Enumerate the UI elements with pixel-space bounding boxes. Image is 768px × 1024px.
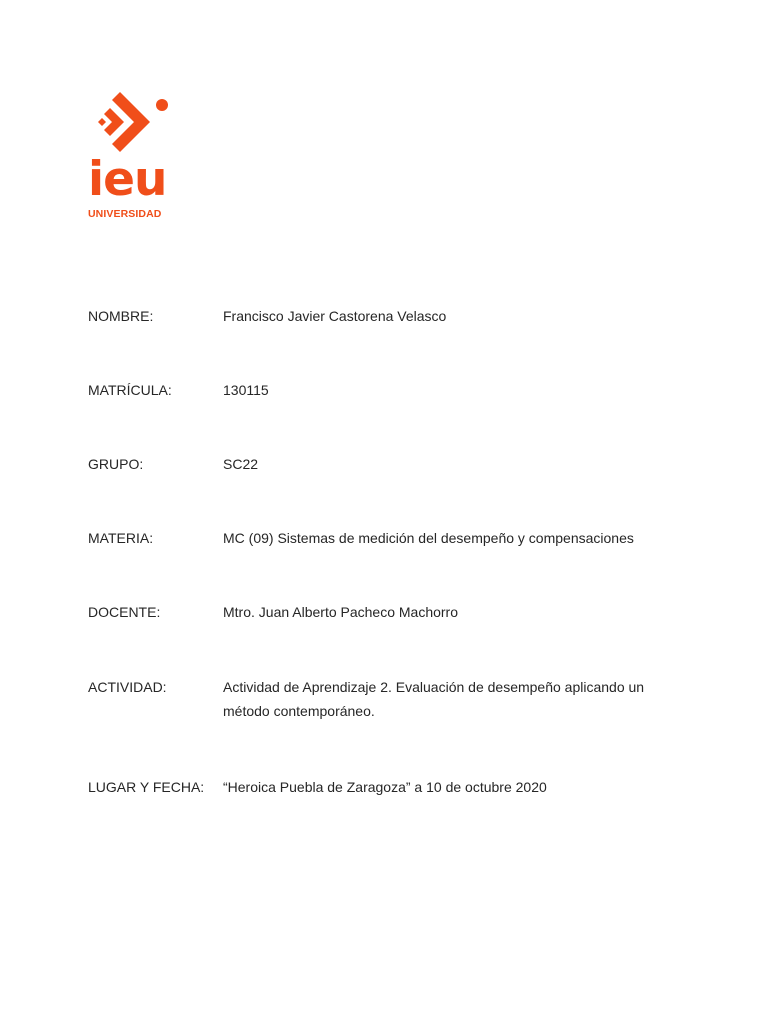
field-value: Actividad de Aprendizaje 2. Evaluación de desempeño aplicando un método contemporáneo.	[223, 679, 645, 719]
field-label: MATERIA:	[88, 530, 154, 546]
field-value: 130115	[223, 382, 269, 398]
logo-wordmark: ieu	[88, 152, 167, 207]
field-label: DOCENTE:	[88, 604, 161, 620]
field-label: GRUPO:	[88, 456, 144, 472]
field-value: SC22	[223, 456, 259, 472]
field-label: ACTIVIDAD:	[88, 679, 167, 695]
ieu-university-logo	[88, 90, 180, 225]
field-value: Francisco Javier Castorena Velasco	[223, 308, 447, 324]
field-value: Mtro. Juan Alberto Pacheco Machorro	[223, 604, 459, 620]
field-label: LUGAR Y FECHA:	[88, 779, 205, 795]
logo-subtitle: UNIVERSIDAD	[88, 208, 162, 220]
ieu-arrow-icon	[98, 90, 178, 154]
field-value: “Heroica Puebla de Zaragoza” a 10 de octubre 2020	[223, 779, 547, 795]
field-label: NOMBRE:	[88, 308, 154, 324]
field-value: MC (09) Sistemas de medición del desempeño y compensaciones	[223, 530, 634, 546]
field-label: MATRÍCULA:	[88, 382, 172, 398]
